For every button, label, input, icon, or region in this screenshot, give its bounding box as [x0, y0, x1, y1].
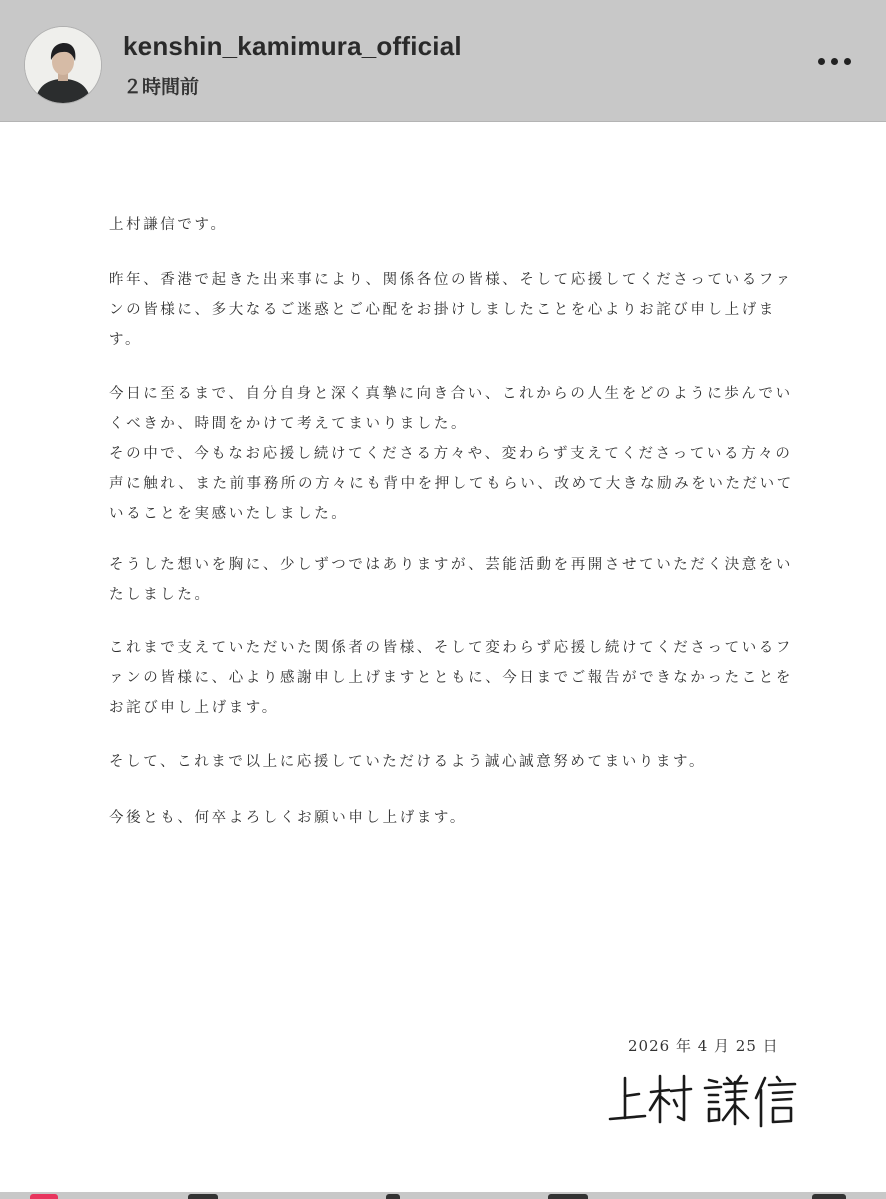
letter-paragraph — [109, 747, 779, 777]
letter-line: す。 — [109, 332, 143, 348]
letter-line: 声に触れ、また前事務所の方々にも背中を押してもらい、改めて大きな励みをいただいて — [109, 476, 794, 492]
more-options-icon — [831, 58, 838, 65]
handwritten-signature — [605, 1070, 805, 1130]
letter-line: そうした想いを胸に、少しずつではありますが、芸能活動を再開させていただく決意をい — [109, 557, 793, 573]
letter-line: 今後とも、何卒よろしくお願い申し上げます。 — [109, 810, 467, 826]
letter-paragraph — [109, 265, 793, 355]
letter-date: 2026 年 4 月 25 日 — [628, 1037, 779, 1055]
letter-line: いることを実感いたしました。 — [109, 506, 349, 522]
avatar[interactable] — [25, 27, 101, 103]
letter-line: ンの皆様に、多大なるご迷惑とご心配をお掛けしましたことを心よりお詫び申し上げま — [109, 302, 776, 318]
repost-icon[interactable] — [548, 1194, 588, 1199]
letter-paragraph — [109, 379, 794, 529]
letter-line: その中で、今もなお応援し続けてくださる方々や、変わらず支えてくださっている方々の — [109, 446, 793, 462]
post-timestamp: ２時間前 — [123, 76, 200, 98]
letter-paragraph — [109, 550, 793, 610]
letter-line: これまで支えていただいた関係者の皆様、そして変わらず応援し続けてくださっているフ — [109, 640, 793, 656]
letter-line: 今日に至るまで、自分自身と深く真摯に向き合い、これからの人生をどのように歩んでい — [109, 386, 793, 402]
letter-image — [0, 122, 886, 1192]
letter-line: くべきか、時間をかけて考えてまいりました。 — [109, 416, 469, 432]
letter-line: 昨年、香港で起きた出来事により、関係各位の皆様、そして応援してくださっているファ — [109, 272, 793, 288]
action-bar — [0, 1192, 886, 1199]
more-options-button[interactable] — [806, 44, 862, 78]
profile-photo-avatar — [25, 27, 101, 103]
letter-line: たしました。 — [109, 587, 212, 603]
letter-line: お詫び申し上げます。 — [109, 700, 279, 716]
post-header — [0, 0, 886, 122]
comment-icon[interactable] — [188, 1194, 218, 1199]
username[interactable]: kenshin_kamimura_official — [123, 31, 462, 61]
share-icon[interactable] — [386, 1194, 400, 1199]
letter-line: 上村謙信です。 — [109, 217, 228, 233]
bookmark-icon[interactable] — [812, 1194, 846, 1199]
more-options-icon — [818, 58, 825, 65]
more-options-icon — [844, 58, 851, 65]
letter-paragraph — [109, 803, 779, 833]
letter-greeting — [109, 210, 779, 240]
letter-line: そして、これまで以上に応援していただけるよう誠心誠意努めてまいります。 — [109, 754, 707, 770]
letter-paragraph — [109, 633, 793, 723]
heart-icon[interactable] — [30, 1194, 58, 1199]
letter-line: ァンの皆様に、心より感謝申し上げますとともに、今日までご報告ができなかったことを — [109, 670, 793, 686]
